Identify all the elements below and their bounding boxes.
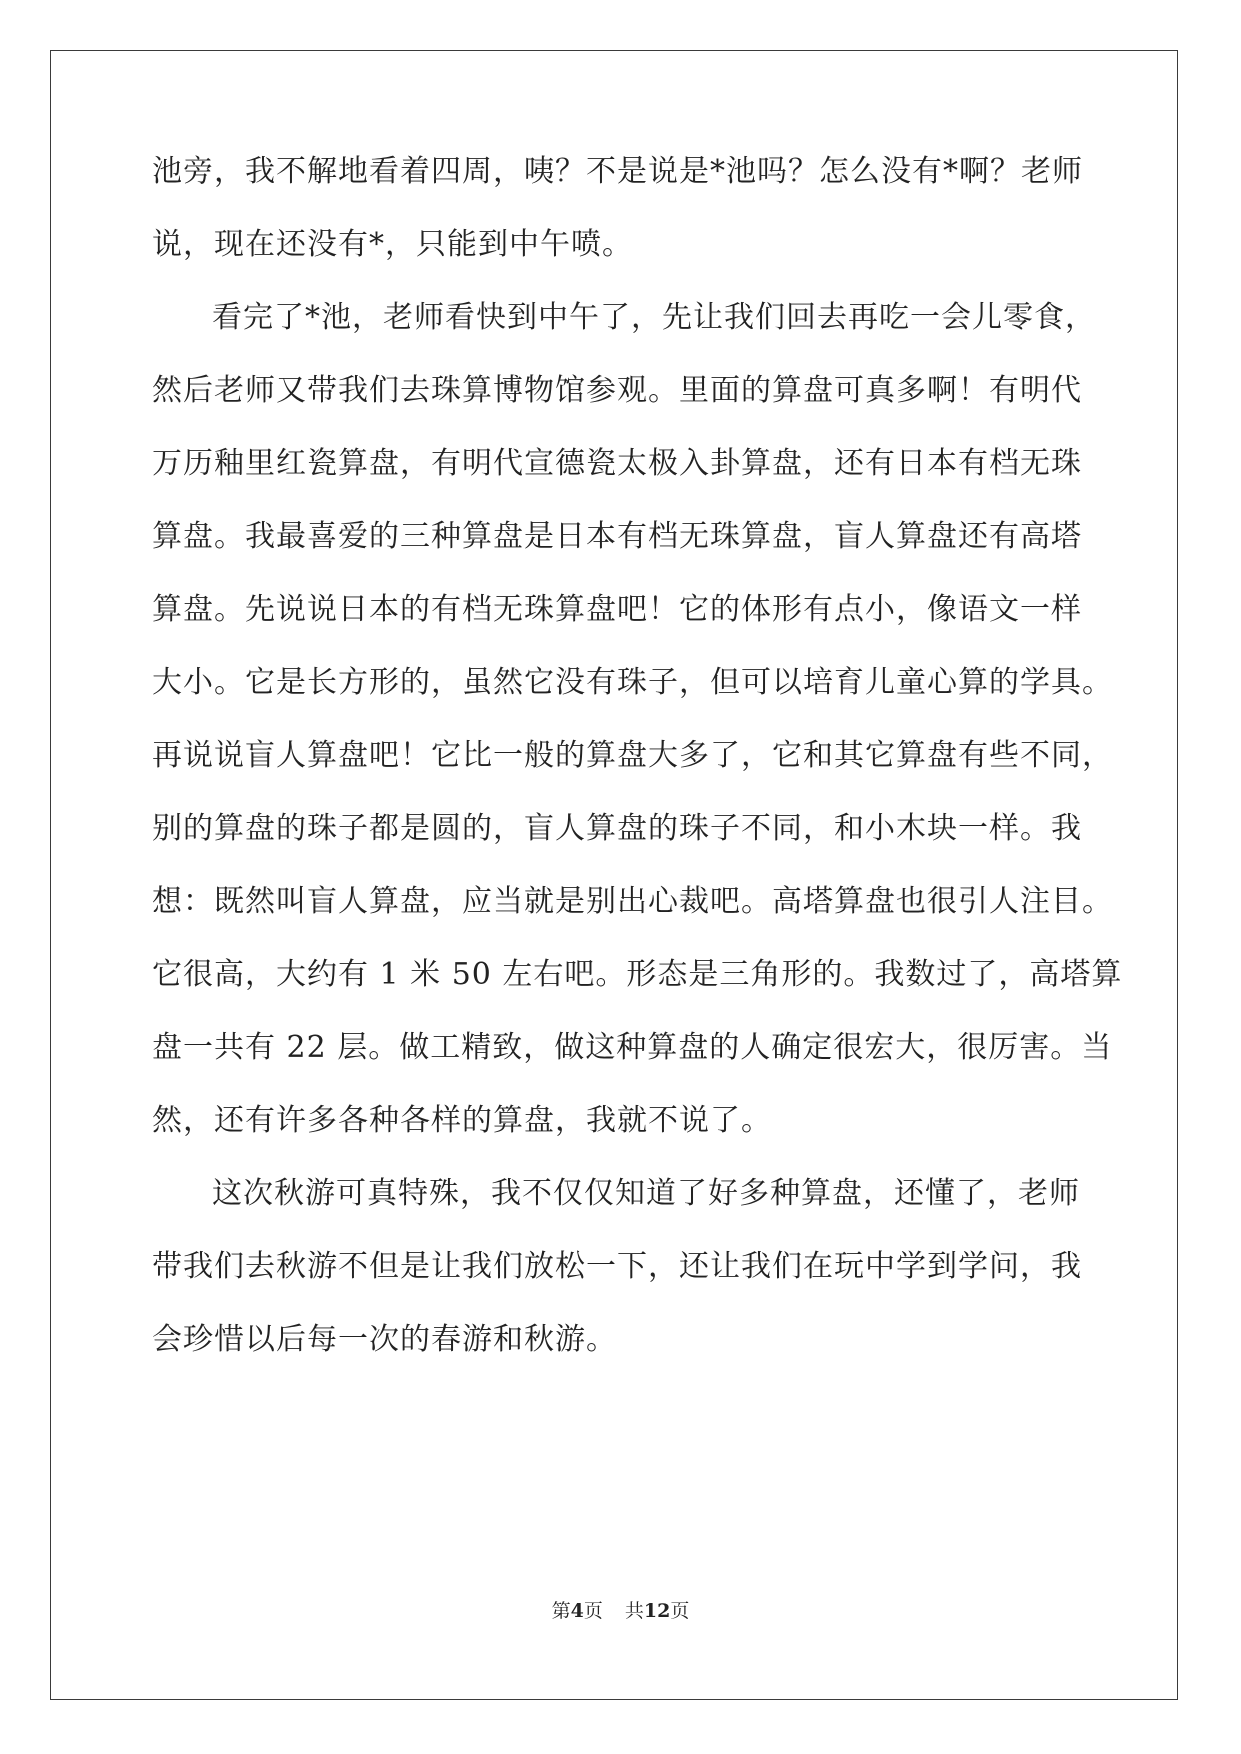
total-prefix: 共 — [624, 1600, 644, 1622]
text-line: 万历釉里红瓷算盘，有明代宣德瓷太极入卦算盘，还有日本有档无珠 — [152, 446, 1082, 481]
page-footer — [0, 1596, 1241, 1623]
text-line: 再说说盲人算盘吧！它比一般的算盘大多了，它和其它算盘有些不同， — [152, 738, 1113, 773]
text-line: 然后老师又带我们去珠算博物馆参观。里面的算盘可真多啊！有明代 — [152, 373, 1082, 408]
total-suffix: 页 — [670, 1600, 690, 1622]
text-line: 它很高，大约有 1 米 50 左右吧。形态是三角形的。我数过了，高塔算 — [152, 957, 1123, 992]
text-line: 说，现在还没有*，只能到中午喷。 — [152, 227, 633, 262]
text-line: 想：既然叫盲人算盘，应当就是别出心裁吧。高塔算盘也很引人注目。 — [152, 884, 1113, 919]
text-line: 会珍惜以后每一次的春游和秋游。 — [152, 1322, 617, 1357]
text-line: 然，还有许多各种各样的算盘，我就不说了。 — [152, 1103, 772, 1138]
text-line: 大小。它是长方形的，虽然它没有珠子，但可以培育儿童心算的学具。 — [152, 665, 1113, 700]
page-suffix: 页 — [583, 1600, 603, 1622]
text-line: 带我们去秋游不但是让我们放松一下，还让我们在玩中学到学问，我 — [152, 1249, 1082, 1284]
total-pages: 12 — [643, 1600, 671, 1622]
paragraph-first-line: 看完了*池，老师看快到中午了，先让我们回去再吃一会儿零食， — [212, 300, 1096, 335]
text-line: 别的算盘的珠子都是圆的，盲人算盘的珠子不同，和小木块一样。我 — [152, 811, 1082, 846]
text-line: 池旁，我不解地看着四周，咦？不是说是*池吗？怎么没有*啊？老师 — [152, 154, 1083, 189]
text-line: 算盘。我最喜爱的三种算盘是日本有档无珠算盘，盲人算盘还有高塔 — [152, 519, 1082, 554]
text-line: 算盘。先说说日本的有档无珠算盘吧！它的体形有点小，像语文一样 — [152, 592, 1082, 627]
paragraph-first-line: 这次秋游可真特殊，我不仅仅知道了好多种算盘，还懂了，老师 — [212, 1176, 1080, 1211]
page-prefix: 第 — [551, 1600, 571, 1622]
page-number: 4 — [570, 1600, 584, 1622]
text-line: 盘一共有 22 层。做工精致，做这种算盘的人确定很宏大，很厉害。当 — [152, 1030, 1113, 1065]
